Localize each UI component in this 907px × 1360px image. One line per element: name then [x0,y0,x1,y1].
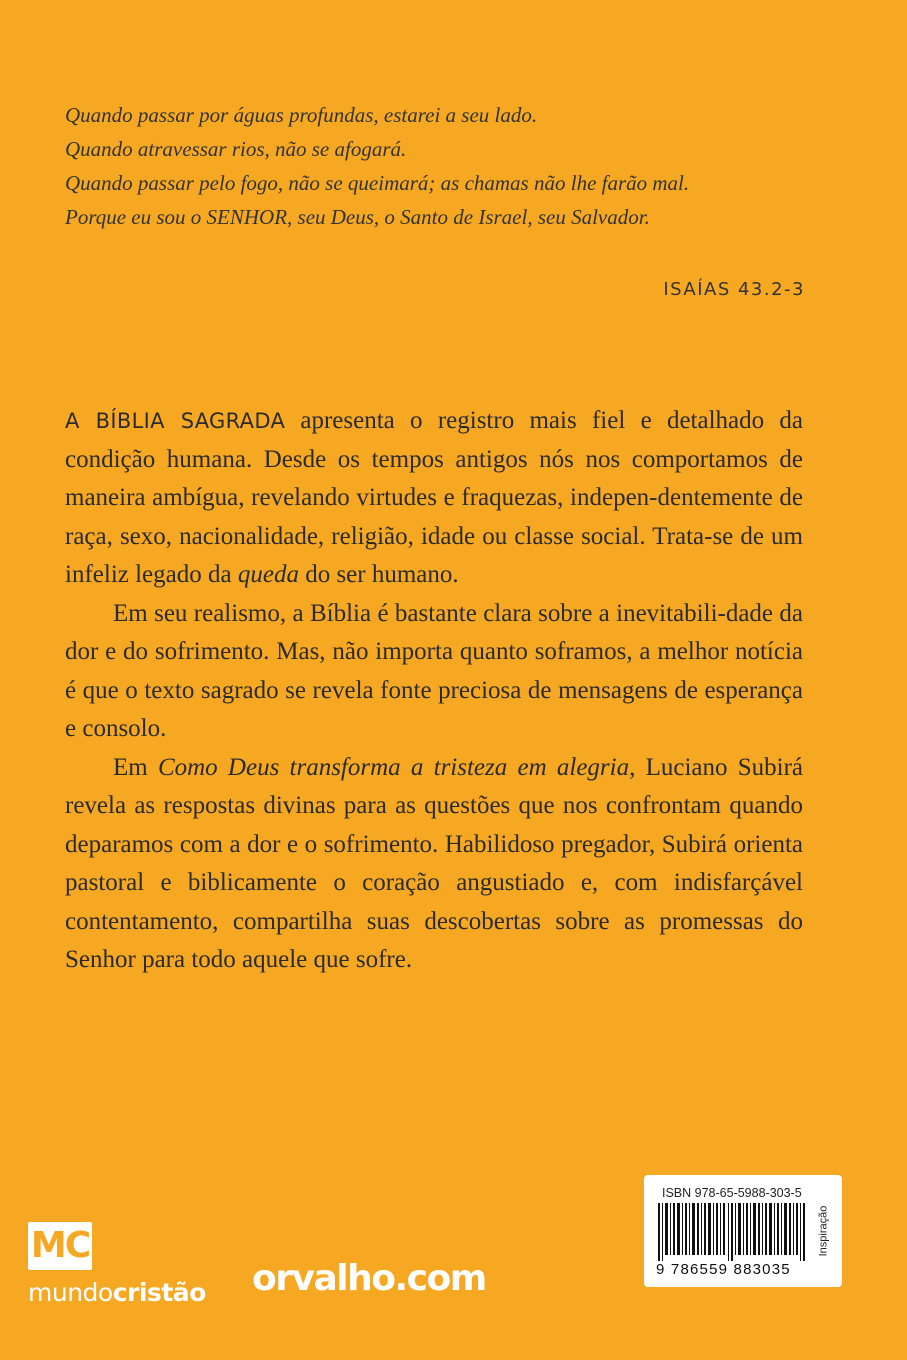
epigraph [65,98,845,234]
epigraph-line: Porque eu sou o SENHOR, seu Deus, o Santo de Israel, seu Salvador. [65,205,650,229]
description-paragraph-3 [65,749,803,980]
orvalho-logo: orvalho.com [252,1258,486,1299]
category-label-wrapper [812,1189,834,1273]
mundo-cristao-logo [28,1222,206,1307]
paragraph-text: Em [113,753,158,781]
category-label: Inspiração [817,1205,830,1257]
barcode-icon [658,1203,806,1261]
mc-wordmark-regular: mundo [28,1278,113,1307]
mc-monogram: MC [28,1222,92,1270]
paragraph-text: apresenta o registro mais fiel e detalhado da condição humana. Desde os tempos antigos nós nos comportamos de maneira ambígua, revelando virtudes e fraquezas, indepen-dentemente de raça, sexo, nacionalidade, religião, idade ou classe social. Trata-se de um infeliz legado da [65,407,804,588]
paragraph-text: , Luciano Subirá revela as respostas divinas para as questões que nos confrontam quando deparamos com a dor e o sofrimento. Habilidoso pregador, Subirá orienta pastoral e biblicamente o coração angustiado e, com indisfarçável contentamento, compartilha suas descobertas sobre as promessas do Senhor para todo aquele que sofre. [65,753,803,973]
epigraph-line: Quando atravessar rios, não se afogará. [65,137,407,161]
epigraph-reference: ISAÍAS 43.2-3 [663,279,805,300]
description-paragraph-2: Em seu realismo, a Bíblia é bastante clara sobre a inevitabili-dade da dor e do sofrimento. Mas, não importa quanto soframos, a melhor notícia é que o texto sagrado se revela fonte preciosa de mensagens de esperança e consolo. [65,599,803,742]
epigraph-line: Quando passar pelo fogo, não se queimará; as chamas não lhe farão mal. [65,171,690,195]
description-paragraph-1 [65,402,803,595]
book-description [65,402,803,980]
barcode-panel [644,1175,842,1287]
barcode-digits: 9 786559 883035 [656,1261,791,1278]
paragraph-text: do ser humano. [298,561,459,588]
mc-wordmark [28,1278,206,1307]
book-title: Como Deus transforma a tristeza em alegria [157,753,630,781]
mc-wordmark-bold: cristão [112,1278,206,1307]
isbn-label: ISBN 978-65-5988-303-5 [662,1186,802,1200]
emphasis-text: queda [237,561,299,588]
lead-small-caps: A BÍBLIA SAGRADA [65,409,286,433]
epigraph-line: Quando passar por águas profundas, estarei a seu lado. [65,103,538,127]
